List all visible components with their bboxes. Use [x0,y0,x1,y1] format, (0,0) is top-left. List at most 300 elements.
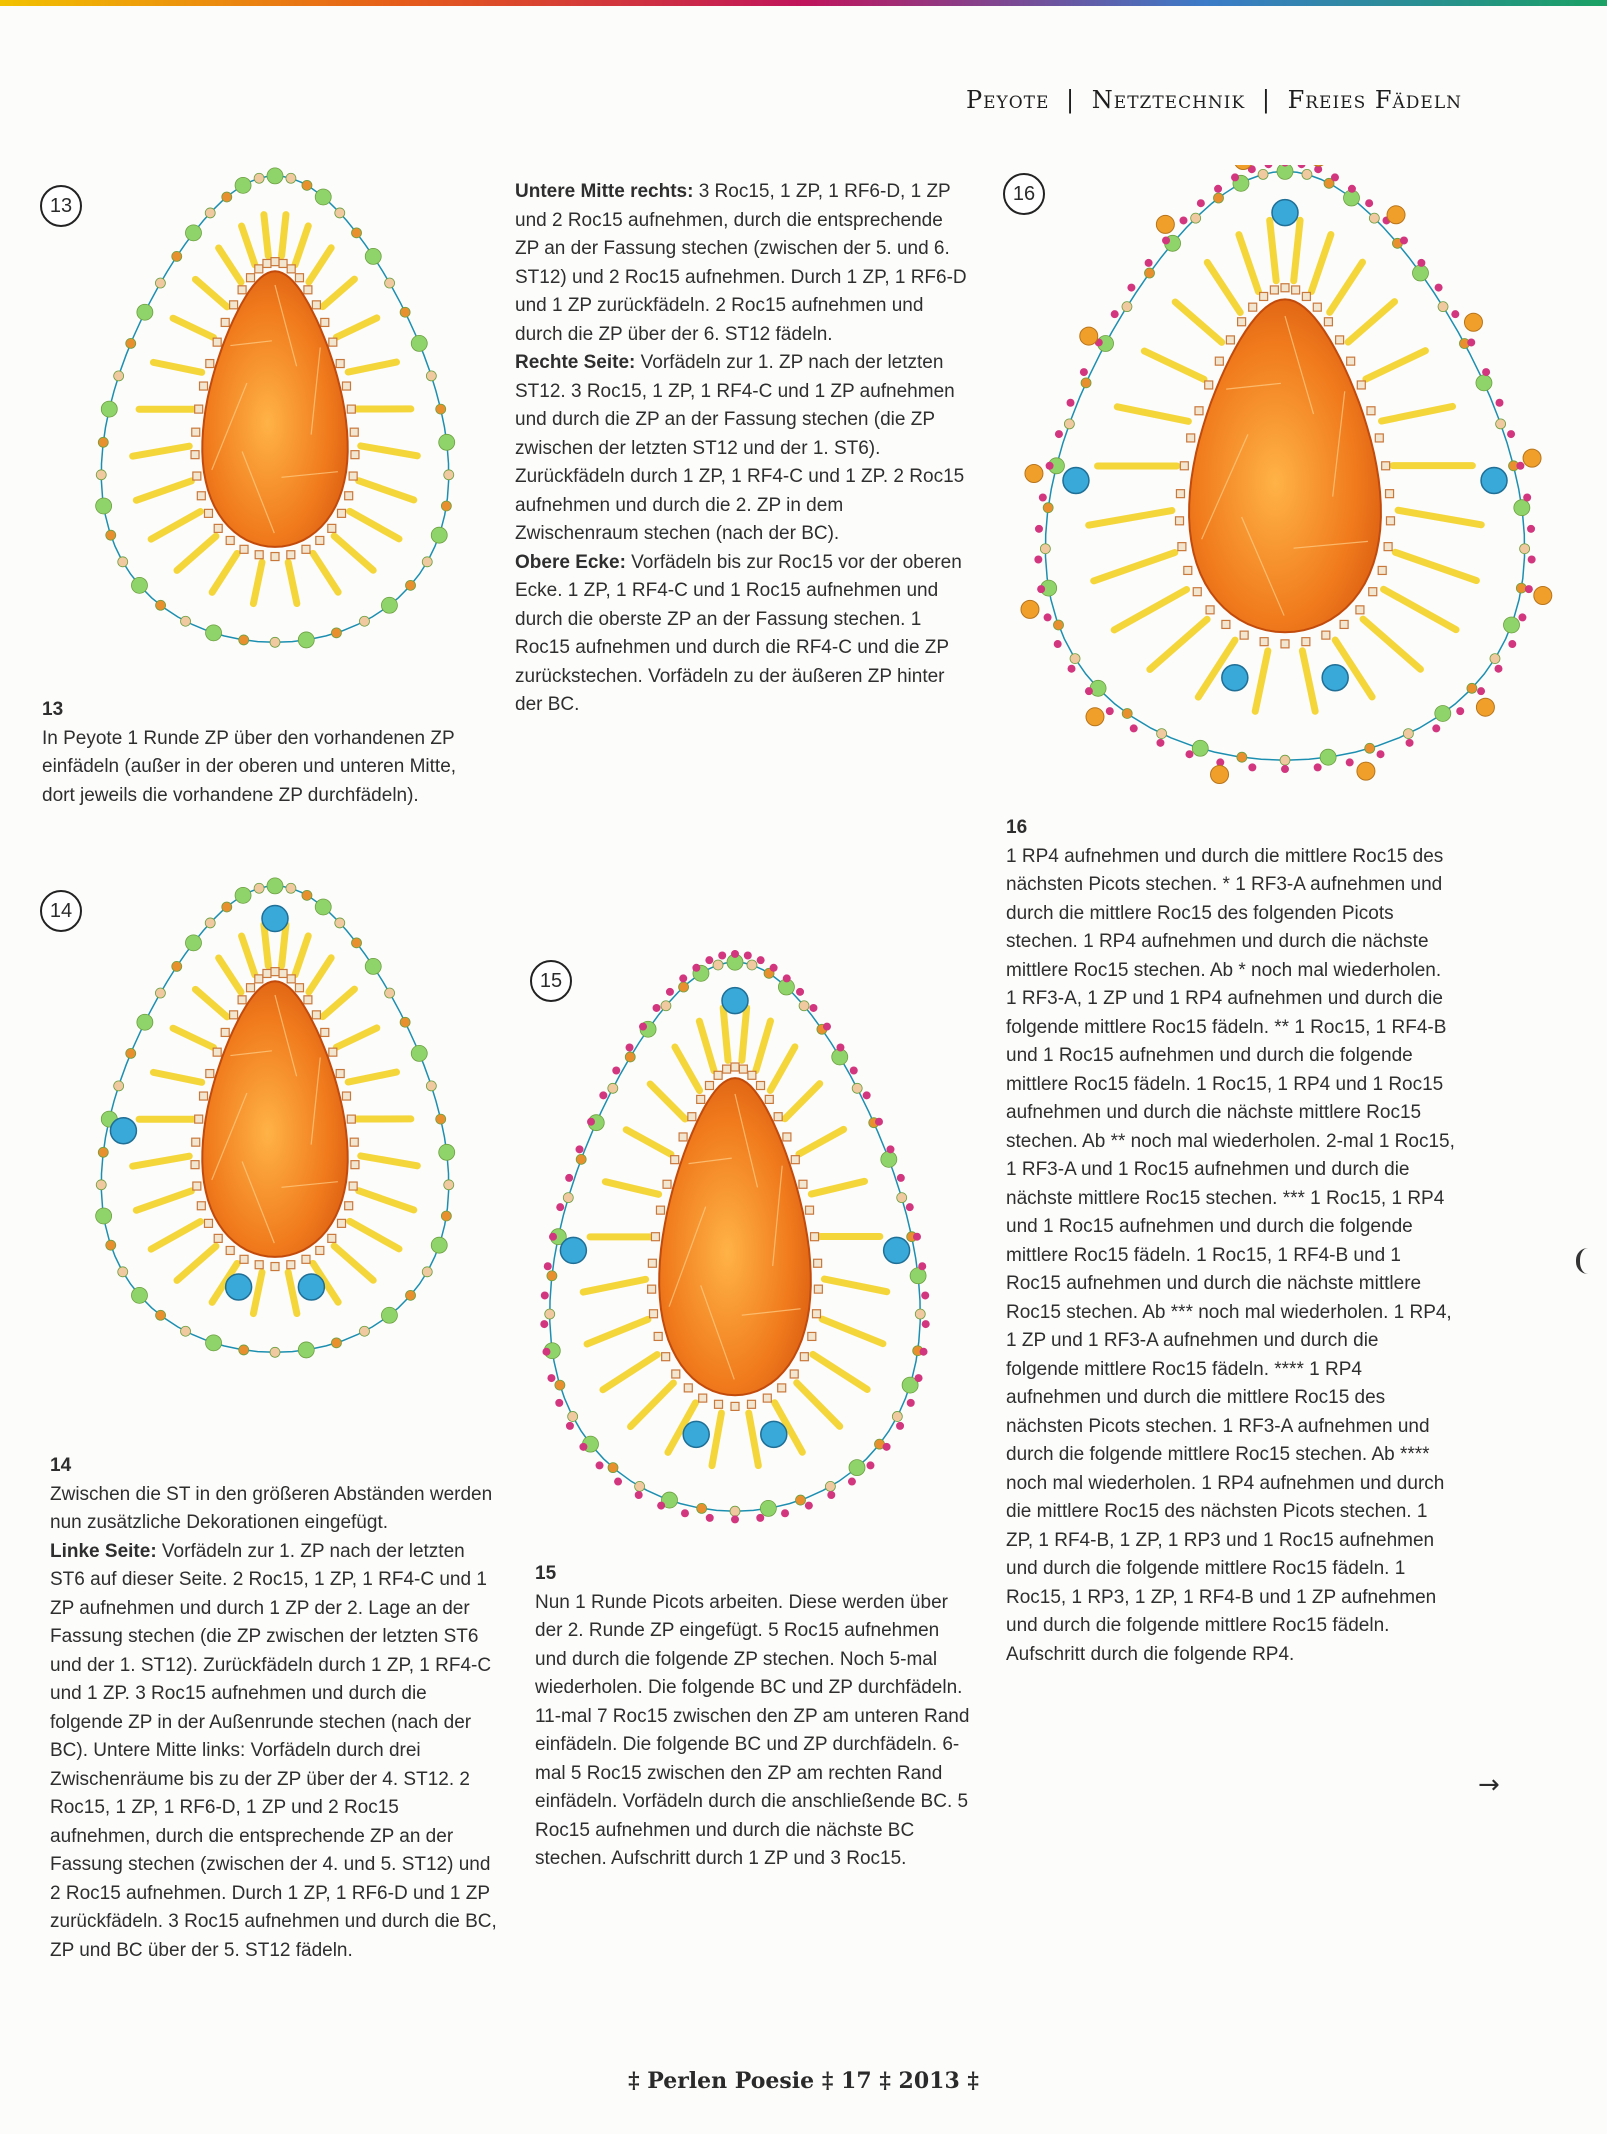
outer-bead [545,1309,555,1319]
rivoli-bead [683,1421,709,1447]
seed-bead [1270,286,1278,294]
bugle-bead [650,1084,685,1119]
figure-13 [40,160,510,690]
outer-bead [1369,213,1379,223]
picot-bead [1346,758,1354,766]
outer-bead [331,1338,341,1348]
seed-bead [271,258,279,266]
round-bead [1523,449,1541,467]
beaded-pendant-illustration [40,160,510,690]
seed-bead [799,1180,807,1188]
outer-bead [1496,419,1506,429]
bugle-bead [151,1222,200,1250]
outer-bead [730,1506,740,1516]
seed-bead [748,1071,756,1079]
outer-bead [881,1151,897,1167]
seed-bead [763,1394,771,1402]
bugle-bead [313,553,338,592]
seed-bead [1347,357,1355,365]
picot-bead [1085,687,1093,695]
rivoli-bead [262,906,288,932]
seed-bead [338,1219,346,1227]
bugle-bead [136,1191,191,1210]
bugle-bead [133,1156,190,1166]
rivoli-bead [110,1118,136,1144]
seed-bead [279,969,287,977]
outer-bead [1302,169,1312,179]
picot-bead [587,1118,595,1126]
seed-bead [812,1310,820,1318]
round-bead [1080,327,1098,345]
bugle-bead [699,1021,714,1070]
seed-bead [1382,462,1390,470]
bugle-bead [348,1072,396,1082]
bugle-bead [1207,262,1240,312]
outer-bead [892,1411,902,1421]
bugle-bead [587,1319,648,1344]
outer-bead [1320,749,1336,765]
bugle-bead [1330,262,1363,312]
seed-bead [1324,318,1332,326]
bugle-bead [173,1028,214,1047]
seed-bead [757,1081,765,1089]
outer-bead [1043,503,1053,513]
seed-bead [345,492,353,500]
bugle-bead [219,248,241,282]
seed-bead [699,1394,707,1402]
outer-bead [1277,165,1293,179]
outer-bead [331,628,341,638]
seed-bead [336,1070,344,1078]
outer-bead [270,1347,280,1357]
header-separator: | [1261,86,1271,114]
picot-bead [541,1291,549,1299]
seed-bead [255,975,263,983]
outer-bead [625,1052,635,1062]
bugle-bead [177,536,216,570]
bugle-bead [1363,619,1420,669]
rivoli-bead [884,1237,910,1263]
seed-bead [345,1202,353,1210]
bugle-bead [253,1272,262,1313]
picot-bead [1185,750,1193,758]
outer-bead [555,1380,565,1390]
seed-bead [238,996,246,1004]
seed-bead [671,1156,679,1164]
outer-bead [635,1481,645,1491]
outer-bead [568,1411,578,1421]
outer-bead [118,1267,128,1277]
outer-bead [206,625,222,641]
outer-bead [96,1180,106,1190]
seed-bead [316,536,324,544]
outer-bead [114,1081,124,1091]
seed-bead [304,996,312,1004]
bugle-bead [1117,407,1188,422]
pear-stone [202,981,347,1257]
outer-bead [156,600,166,610]
picot-bead [1080,368,1088,376]
outer-bead [400,1017,410,1027]
footer-ornament: ‡ [628,2068,640,2094]
picot-bead [757,956,765,964]
bugle-bead [797,1383,840,1427]
bugle-bead [1270,220,1276,280]
picot-bead [875,1118,883,1126]
outer-bead [915,1309,925,1319]
picot-bead [1365,199,1373,207]
outer-bead [302,890,312,900]
picot-bead [918,1262,926,1270]
seed-bead [1222,620,1230,628]
seed-bead [197,492,205,500]
outer-bead [426,1081,436,1091]
bugle-bead [799,1129,844,1154]
seed-bead [1176,517,1184,525]
picot-bead [1281,765,1289,773]
picot-bead [1044,613,1052,621]
seed-bead [739,1065,747,1073]
picot-bead [1331,173,1339,181]
outer-bead [315,899,331,915]
outer-bead [239,635,249,645]
round-bead [1310,165,1328,166]
outer-bead [381,1307,397,1323]
outer-bead [661,1001,671,1011]
seed-bead [271,1263,279,1271]
outer-bead [608,1083,618,1093]
outer-bead [406,580,416,590]
outer-bead [1191,213,1201,223]
bugle-bead [295,936,308,975]
bugle-bead [1294,220,1300,280]
step-14-text [50,1452,498,1965]
seed-bead [328,524,336,532]
picot-bead [731,950,739,958]
outer-bead [1403,729,1413,739]
step-number: 14 [50,1455,72,1476]
seed-bead [778,1384,786,1392]
seed-bead [1193,588,1201,596]
seed-bead [651,1233,659,1241]
figure-14 [40,870,510,1400]
seed-bead [279,259,287,267]
outer-bead [114,371,124,381]
outer-bead [1490,654,1500,664]
outer-bead [365,958,381,974]
seed-bead [1336,336,1344,344]
picot-bead [706,1514,714,1522]
seed-bead [1378,566,1386,574]
outer-bead [239,1345,249,1355]
outer-bead [1122,302,1132,312]
outer-bead [385,988,395,998]
outer-bead [298,632,314,648]
round-bead [1211,766,1229,784]
seed-bead [1249,303,1257,311]
picot-bead [883,1443,891,1451]
rivoli-bead [298,1274,324,1300]
seed-bead [351,451,359,459]
beaded-pendant-illustration [975,165,1595,805]
bugle-bead [1382,406,1453,421]
picot-bead [1467,338,1475,346]
round-bead [1086,708,1104,726]
seed-bead [247,984,255,992]
bugle-bead [785,1084,820,1119]
bugle-bead [242,936,255,975]
seed-bead [328,1234,336,1242]
seed-bead [1356,606,1364,614]
footer-ornament: ‡ [821,2068,834,2094]
outer-bead [796,1495,806,1505]
round-bead [1476,698,1494,716]
seed-bead [200,1092,208,1100]
seed-bead [1302,292,1310,300]
seed-bead [287,1261,295,1269]
picot-bead [756,1514,764,1522]
bugle-bead [723,1008,728,1061]
outer-bead [608,1463,618,1473]
picot-bead [1145,259,1153,267]
outer-bead [1438,302,1448,312]
outer-bead [411,1045,427,1061]
outer-bead [1192,740,1208,756]
picot-bead [770,964,778,972]
picot-bead [1348,185,1356,193]
picot-bead [565,1174,573,1182]
subheading-untere-mitte-rechts: Untere Mitte rechts: [515,181,694,202]
outer-bead [1213,193,1223,203]
bugle-bead [675,1047,700,1091]
picot-bead [679,974,687,982]
picot-bead [1111,310,1119,318]
bugle-bead [153,362,201,372]
footer-magazine-name: Perlen Poesie [647,2068,815,2094]
picot-bead [1406,739,1414,747]
picot-bead [823,1023,831,1031]
outer-bead [406,1290,416,1300]
seed-bead [347,405,355,413]
bugle-bead [1366,351,1426,379]
bugle-bead [712,1413,721,1466]
outer-bead [1090,680,1106,696]
seed-bead [247,274,255,282]
picot-bead [544,1262,552,1270]
picot-bead [692,964,700,972]
picot-bead [1046,462,1054,470]
outer-bead [1365,743,1375,753]
subheading-rechte-seite: Rechte Seite: [515,352,636,373]
seed-bead [271,553,279,561]
outer-bead [222,902,232,912]
page-header [966,86,1462,114]
seed-bead [1292,286,1300,294]
seed-bead [213,338,221,346]
picot-bead [1494,665,1502,673]
picot-bead [1231,173,1239,181]
picot-bead [1400,236,1408,244]
outer-bead [713,960,723,970]
picot-bead [896,1422,904,1430]
outer-bead [1467,683,1477,693]
bugle-bead [177,1246,216,1280]
figure-number-badge: 14 [40,890,82,932]
figure-16 [975,165,1595,805]
rivoli-bead [1063,468,1089,494]
seed-bead [806,1206,814,1214]
bugle-bead [212,553,237,592]
seed-bead [351,1161,359,1169]
picot-bead [744,952,752,960]
picot-bead [1528,556,1536,564]
outer-bead [286,883,296,893]
seed-bead [230,301,238,309]
bugle-bead [813,1354,867,1389]
picot-bead [1214,185,1222,193]
picot-bead [913,1233,921,1241]
seed-bead [662,1353,670,1361]
outer-bead [352,228,362,238]
picot-bead [1518,613,1526,621]
picot-bead [681,1509,689,1517]
outer-bead [747,960,757,970]
seed-bead [213,1048,221,1056]
picot-bead [1037,585,1045,593]
seed-bead [731,1063,739,1071]
picot-bead [1035,525,1043,533]
bugle-bead [195,279,227,307]
seed-bead [287,265,295,273]
picot-bead [827,1491,835,1499]
picot-bead [1067,399,1075,407]
outer-bead [849,1460,865,1476]
bugle-bead [350,511,399,539]
bugle-bead [1175,302,1222,342]
outer-bead [172,961,182,971]
bugle-bead [361,1156,418,1166]
seed-bead [349,472,357,480]
seed-bead [221,1028,229,1036]
step-16-text [1006,814,1456,1669]
seed-bead [1281,284,1289,292]
picot-bead [614,1478,622,1486]
seed-bead [240,1255,248,1263]
picot-bead [848,1478,856,1486]
seed-bead [814,1285,822,1293]
outer-bead [1081,378,1091,388]
seed-bead [347,1115,355,1123]
beaded-pendant-illustration [40,870,510,1400]
outer-bead [576,1154,586,1164]
bugle-bead [282,925,286,966]
outer-bead [365,248,381,264]
bugle-bead [359,481,414,500]
bugle-bead [323,989,355,1017]
picot-bead [809,1004,817,1012]
bugle-bead [1348,302,1394,342]
outer-bead [426,371,436,381]
picot-bead [566,1422,574,1430]
outer-bead [436,1114,446,1124]
picot-bead [1298,165,1306,168]
bugle-bead [242,226,255,265]
seed-bead [774,1113,782,1121]
picot-bead [1523,493,1531,501]
outer-bead [441,1211,451,1221]
bugle-bead [219,958,241,992]
rivoli-bead [226,1274,252,1300]
seed-bead [1184,566,1192,574]
seed-bead [193,472,201,480]
picot-bead [596,1461,604,1469]
seed-bead [255,1261,263,1269]
outer-bead [101,401,117,417]
seed-bead [715,1400,723,1408]
rivoli-bead [722,988,748,1014]
footer-ornament: ‡ [879,2068,891,2094]
seed-bead [214,1234,222,1242]
outer-bead [910,1268,926,1284]
outer-bead [697,1503,707,1513]
seed-bead [204,1219,212,1227]
bugle-bead [1114,590,1186,630]
seed-bead [1384,543,1392,551]
outer-bead [422,557,432,567]
bugle-bead [1094,553,1175,581]
round-bead [1357,762,1375,780]
outer-bead [897,1193,907,1203]
outer-bead [222,192,232,202]
outer-bead [298,1342,314,1358]
paragraph-text: Vorfädeln bis zur Roc15 vor der oberen Ecke. 1 ZP, 1 RF4-C und 1 Roc15 aufnehmen und durch die oberste ZP an der Fassung stechen. 1 Roc15 aufnehmen und durch die RF4-C und die ZP zurückstechen. Vorfädeln zu der äußeren ZP hinter der BC. [515,551,962,715]
picot-bead [612,1067,620,1075]
step-13-body: In Peyote 1 Runde ZP über den vorhandenen ZP einfädeln (außer in der oberen und unteren Mitte, dort jeweils die vorhandene ZP durchfädeln). [42,727,457,806]
picot-bead [1527,525,1535,533]
outer-bead [315,189,331,205]
header-freies-faedeln: Freies Fädeln [1287,86,1462,114]
outer-bead [444,470,454,480]
bugle-bead [334,536,373,570]
seed-bead [295,984,303,992]
seed-bead [714,1071,722,1079]
outer-bead [400,307,410,317]
seed-bead [811,1233,819,1241]
step-number: 15 [535,1563,557,1584]
seed-bead [230,1011,238,1019]
seed-bead [800,1353,808,1361]
bugle-bead [133,446,190,456]
picot-bead [1456,707,1464,715]
seed-bead [1375,434,1383,442]
top-color-strip [0,0,1607,6]
seed-bead [747,1400,755,1408]
bugle-bead [1089,511,1172,526]
bugle-bead [630,1383,673,1427]
rivoli-bead [1322,665,1348,691]
picot-bead [1179,216,1187,224]
picot-bead [920,1348,928,1356]
seed-bead [295,274,303,282]
seed-bead [255,551,263,559]
bugle-bead [336,1028,376,1047]
outer-bead [126,338,136,348]
bugle-bead [1395,552,1476,580]
bugle-bead [361,446,418,456]
picot-bead [731,1515,739,1523]
picot-bead [1130,724,1138,732]
outer-bead [131,577,147,593]
